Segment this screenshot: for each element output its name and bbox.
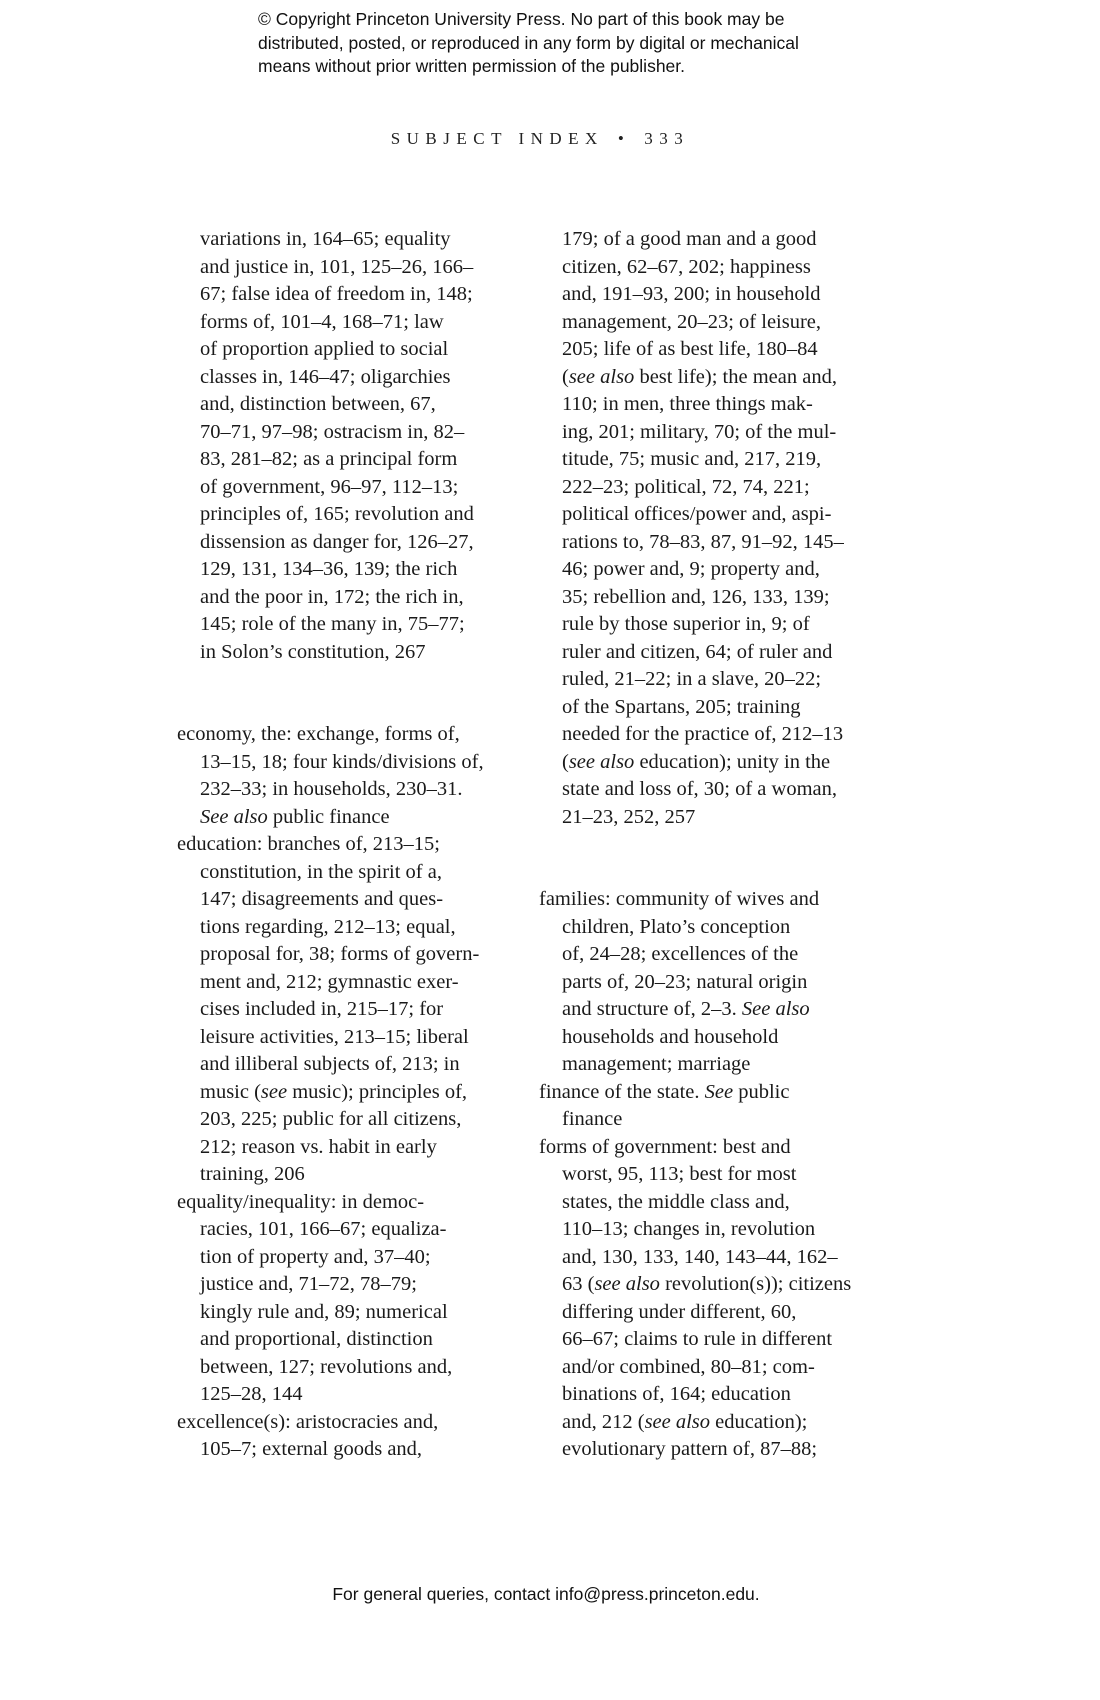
index-line: 110; in men, three things mak- bbox=[562, 393, 813, 415]
index-line: forms of, 101–4, 168–71; law bbox=[200, 310, 444, 333]
index-line: rule by those superior in, 9; of bbox=[562, 613, 810, 635]
index-line: rations to, 78–83, 87, 91–92, 145– bbox=[562, 530, 844, 553]
index-line: 232–33; in households, 230–31. bbox=[200, 778, 463, 800]
index-line: tions regarding, 212–13; equal, bbox=[200, 915, 456, 938]
index-column-left bbox=[177, 226, 537, 1464]
index-line bbox=[539, 1271, 899, 1299]
index-line: political offices/power and, aspi- bbox=[562, 503, 832, 525]
index-line: racies, 101, 166–67; equaliza- bbox=[200, 1218, 447, 1240]
index-text: music); principles of, bbox=[287, 1080, 468, 1103]
index-line: differing under different, 60, bbox=[562, 1300, 797, 1323]
index-line: 222–23; political, 72, 74, 221; bbox=[562, 475, 810, 498]
index-line: ruled, 21–22; in a slave, 20–22; bbox=[562, 668, 822, 690]
index-line: ing, 201; military, 70; of the mul- bbox=[562, 420, 837, 443]
index-line: justice and, 71–72, 78–79; bbox=[200, 1273, 417, 1295]
index-line: and, distinction between, 67, bbox=[200, 393, 436, 415]
index-line: 179; of a good man and a good bbox=[562, 228, 817, 250]
index-text: finance of the state. bbox=[539, 1080, 705, 1103]
index-line: parts of, 20–23; natural origin bbox=[562, 970, 808, 993]
index-line: 46; power and, 9; property and, bbox=[562, 558, 820, 580]
index-line: constitution, in the spirit of a, bbox=[200, 860, 442, 883]
index-line: binations of, 164; education bbox=[562, 1383, 791, 1405]
footer-contact: For general queries, contact info@press.princeton.edu. bbox=[332, 1584, 760, 1604]
index-line: variations in, 164–65; equality bbox=[200, 228, 451, 250]
index-text: and structure of, 2–3. bbox=[562, 998, 742, 1020]
index-line: and justice in, 101, 125–26, 166– bbox=[200, 255, 474, 278]
cross-reference-italic: See also bbox=[200, 805, 268, 828]
index-line: of the Spartans, 205; training bbox=[562, 695, 801, 718]
index-line: 125–28, 144 bbox=[200, 1383, 303, 1405]
index-line: needed for the practice of, 212–13 bbox=[562, 723, 844, 745]
copyright-line: distributed, posted, or reproduced in any form by digital or mechanical bbox=[258, 32, 799, 53]
index-entry bbox=[177, 1189, 537, 1409]
index-line: finance bbox=[562, 1108, 623, 1130]
index-line bbox=[177, 1079, 537, 1107]
index-entry bbox=[177, 1409, 537, 1464]
index-text: 63 ( bbox=[562, 1273, 595, 1295]
index-line: and illiberal subjects of, 213; in bbox=[200, 1053, 460, 1075]
index-line: households and household bbox=[562, 1025, 779, 1048]
index-line: of, 24–28; excellences of the bbox=[562, 943, 799, 965]
index-line: dissension as danger for, 126–27, bbox=[200, 530, 474, 553]
index-line: excellence(s): aristocracies and, bbox=[177, 1410, 439, 1433]
cross-reference-italic: see also bbox=[594, 1273, 660, 1295]
index-group bbox=[177, 721, 537, 1464]
index-line: evolutionary pattern of, 87–88; bbox=[562, 1438, 818, 1460]
index-line: and the poor in, 172; the rich in, bbox=[200, 585, 464, 608]
index-line: 205; life of as best life, 180–84 bbox=[562, 338, 818, 360]
index-text: education); bbox=[710, 1410, 808, 1433]
index-line: 21–23, 252, 257 bbox=[562, 805, 696, 828]
index-line: and proportional, distinction bbox=[200, 1328, 433, 1350]
index-line: training, 206 bbox=[200, 1163, 305, 1185]
index-line: education: branches of, 213–15; bbox=[177, 833, 441, 855]
index-text: best life); the mean and, bbox=[634, 365, 837, 388]
index-text: public finance bbox=[267, 805, 390, 828]
index-entry bbox=[539, 1134, 899, 1464]
index-line: 129, 131, 134–36, 139; the rich bbox=[200, 558, 458, 580]
index-line: 145; role of the many in, 75–77; bbox=[200, 613, 465, 635]
cross-reference-italic: see also bbox=[568, 750, 635, 773]
index-line: of government, 96–97, 112–13; bbox=[200, 475, 459, 498]
page-number: 333 bbox=[644, 129, 690, 148]
index-entry bbox=[177, 226, 537, 666]
index-line: 203, 225; public for all citizens, bbox=[200, 1108, 462, 1130]
index-line bbox=[539, 749, 899, 777]
index-line: forms of government: best and bbox=[539, 1135, 791, 1158]
index-column-right bbox=[539, 226, 899, 1464]
index-line: titude, 75; music and, 217, 219, bbox=[562, 448, 822, 470]
index-text: revolution(s)); citizens bbox=[659, 1273, 852, 1295]
index-line: worst, 95, 113; best for most bbox=[562, 1163, 797, 1185]
cross-reference-italic: see bbox=[260, 1080, 288, 1103]
index-line: 110–13; changes in, revolution bbox=[562, 1218, 816, 1240]
index-line: 67; false idea of freedom in, 148; bbox=[200, 283, 473, 305]
index-line bbox=[177, 804, 537, 832]
index-line: states, the middle class and, bbox=[562, 1190, 790, 1213]
index-text: music ( bbox=[200, 1080, 261, 1103]
index-line bbox=[539, 1409, 899, 1437]
cross-reference-italic: See also bbox=[741, 998, 810, 1020]
index-line: children, Plato’s conception bbox=[562, 915, 791, 938]
index-line: kingly rule and, 89; numerical bbox=[200, 1300, 448, 1323]
index-group bbox=[539, 226, 899, 831]
index-line: management; marriage bbox=[562, 1053, 751, 1075]
index-text: education); unity in the bbox=[634, 750, 831, 773]
copyright-notice bbox=[258, 8, 958, 79]
index-line: state and loss of, 30; of a woman, bbox=[562, 778, 837, 800]
index-line: management, 20–23; of leisure, bbox=[562, 310, 822, 333]
index-line: classes in, 146–47; oligarchies bbox=[200, 365, 451, 388]
index-text: ( bbox=[562, 365, 569, 388]
index-line: 66–67; claims to rule in different bbox=[562, 1328, 833, 1350]
index-line: leisure activities, 213–15; liberal bbox=[200, 1025, 469, 1048]
index-line bbox=[539, 1079, 899, 1107]
index-line: ruler and citizen, 64; of ruler and bbox=[562, 640, 833, 663]
index-line: of proportion applied to social bbox=[200, 338, 449, 360]
index-line: ment and, 212; gymnastic exer- bbox=[200, 970, 459, 993]
index-entry bbox=[539, 1079, 899, 1134]
index-group bbox=[539, 886, 899, 1464]
copyright-line: © Copyright Princeton University Press. No part of this book may be bbox=[258, 9, 785, 29]
index-line: 147; disagreements and ques- bbox=[200, 888, 444, 910]
index-line: and, 191–93, 200; in household bbox=[562, 283, 821, 305]
index-line: 83, 281–82; as a principal form bbox=[200, 448, 458, 470]
index-line bbox=[539, 996, 899, 1024]
index-line: cises included in, 215–17; for bbox=[200, 998, 444, 1020]
index-line: 105–7; external goods and, bbox=[200, 1438, 423, 1460]
index-line: families: community of wives and bbox=[539, 888, 820, 910]
index-entry bbox=[177, 831, 537, 1189]
running-head-separator: • bbox=[617, 129, 631, 148]
copyright-line: means without prior written permission of the publisher. bbox=[258, 56, 686, 76]
index-line: in Solon’s constitution, 267 bbox=[200, 640, 426, 663]
index-line: and, 130, 133, 140, 143–44, 162– bbox=[562, 1245, 838, 1268]
index-line: tion of property and, 37–40; bbox=[200, 1245, 431, 1268]
index-line: and/or combined, 80–81; com- bbox=[562, 1355, 815, 1378]
running-head bbox=[0, 129, 1080, 149]
index-line: citizen, 62–67, 202; happiness bbox=[562, 255, 811, 278]
index-line: proposal for, 38; forms of govern- bbox=[200, 943, 480, 965]
index-line: 35; rebellion and, 126, 133, 139; bbox=[562, 585, 830, 608]
index-line: economy, the: exchange, forms of, bbox=[177, 723, 460, 745]
index-line: between, 127; revolutions and, bbox=[200, 1355, 453, 1378]
index-text: ( bbox=[562, 750, 569, 773]
index-entry bbox=[539, 886, 899, 1079]
index-line: 13–15, 18; four kinds/divisions of, bbox=[200, 750, 484, 773]
index-line: 70–71, 97–98; ostracism in, 82– bbox=[200, 420, 465, 443]
cross-reference-italic: see also bbox=[568, 365, 635, 388]
cross-reference-italic: See bbox=[704, 1080, 734, 1103]
index-group bbox=[177, 226, 537, 666]
index-entry bbox=[539, 226, 899, 831]
cross-reference-italic: see also bbox=[644, 1410, 711, 1433]
index-line bbox=[539, 364, 899, 392]
index-line: 212; reason vs. habit in early bbox=[200, 1135, 437, 1158]
index-line: equality/inequality: in democ- bbox=[177, 1190, 425, 1213]
index-entry bbox=[177, 721, 537, 831]
index-text: public bbox=[733, 1080, 790, 1103]
index-text: and, 212 ( bbox=[562, 1410, 645, 1433]
index-line: principles of, 165; revolution and bbox=[200, 503, 474, 525]
running-head-title: SUBJECT INDEX bbox=[390, 129, 604, 148]
